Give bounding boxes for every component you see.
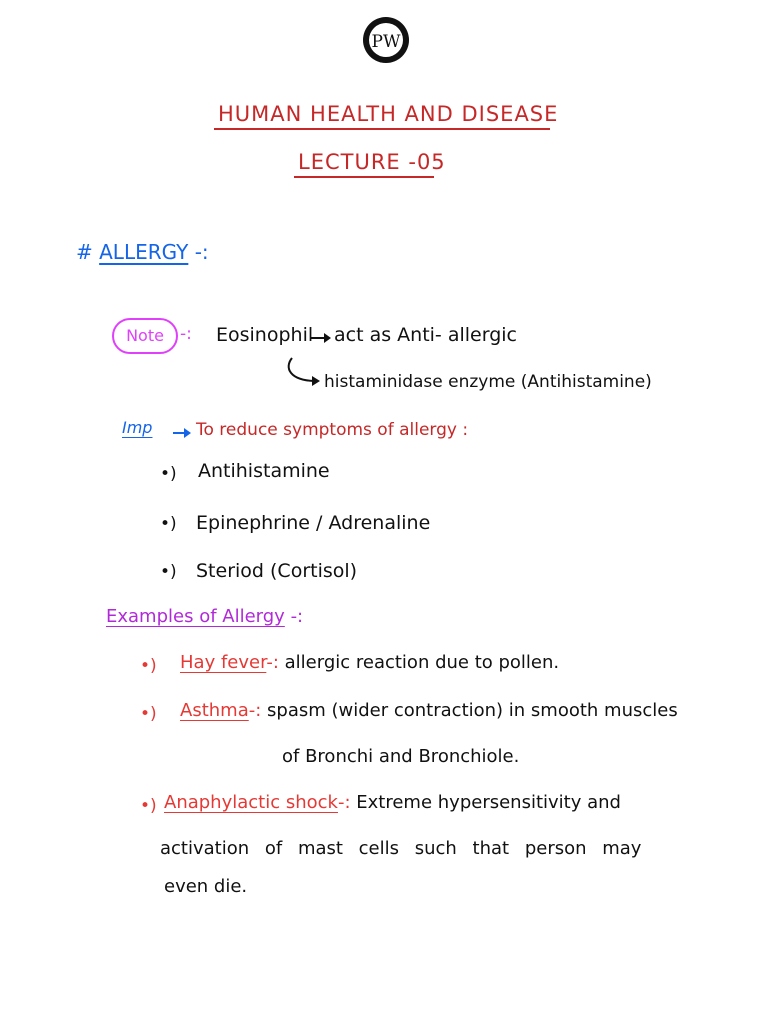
examples-heading: Examples of Allergy: [106, 606, 285, 627]
example-text-continued: of Bronchi and Bronchiole.: [282, 746, 520, 767]
imp-label: Imp: [122, 418, 153, 437]
bullet-icon: •): [140, 796, 157, 816]
example-text: spasm (wider contraction) in smooth muscles: [267, 700, 678, 721]
note-suffix: -:: [180, 324, 192, 344]
bullet-icon: •): [140, 704, 157, 724]
example-term: Anaphylactic shock: [164, 792, 338, 813]
allergy-heading: ALLERGY: [99, 240, 189, 264]
imp-item: Antihistamine: [198, 460, 330, 482]
example-sep: -:: [248, 700, 262, 721]
examples-suffix: -:: [290, 606, 304, 627]
example-text-continued: activation of mast cells such that person may: [160, 838, 642, 859]
example-term: Asthma: [180, 700, 249, 721]
bullet-icon: •): [160, 562, 177, 582]
example-item: [180, 700, 678, 721]
examples-heading-row: [106, 606, 303, 627]
example-text: allergic reaction due to pollen.: [284, 652, 560, 673]
lecture-number: LECTURE -05: [298, 150, 446, 174]
example-item: [164, 792, 621, 813]
note-subject: Eosinophil: [216, 324, 314, 346]
bullet-icon: •): [140, 656, 157, 676]
example-text: Extreme hypersensitivity and: [356, 792, 621, 813]
note-badge: Note: [112, 318, 178, 354]
bullet-icon: •): [160, 514, 177, 534]
example-item: [180, 652, 559, 673]
pw-logo-icon: [362, 16, 410, 64]
title-underline: [214, 128, 550, 130]
arrow-right-icon: [310, 330, 332, 349]
imp-item: Epinephrine / Adrenaline: [196, 512, 431, 534]
arrow-right-icon: [172, 424, 192, 443]
note-line2: histaminidase enzyme (Antihistamine): [324, 372, 652, 392]
bullet-icon: •): [160, 464, 177, 484]
logo-letters: PW: [371, 32, 401, 52]
lecture-underline: [294, 176, 434, 178]
example-sep: -:: [266, 652, 279, 673]
example-sep: -:: [337, 792, 351, 813]
heading-suffix: -:: [194, 240, 209, 264]
section-heading: [76, 240, 209, 264]
note-line1: act as Anti- allergic: [334, 324, 517, 346]
example-text-continued: even die.: [164, 876, 248, 897]
hash-mark: #: [76, 240, 93, 264]
page-title: HUMAN HEALTH AND DISEASE: [218, 102, 559, 126]
example-term: Hay fever: [180, 652, 267, 673]
imp-item: Steriod (Cortisol): [196, 560, 358, 582]
imp-text: To reduce symptoms of allergy :: [196, 420, 469, 440]
